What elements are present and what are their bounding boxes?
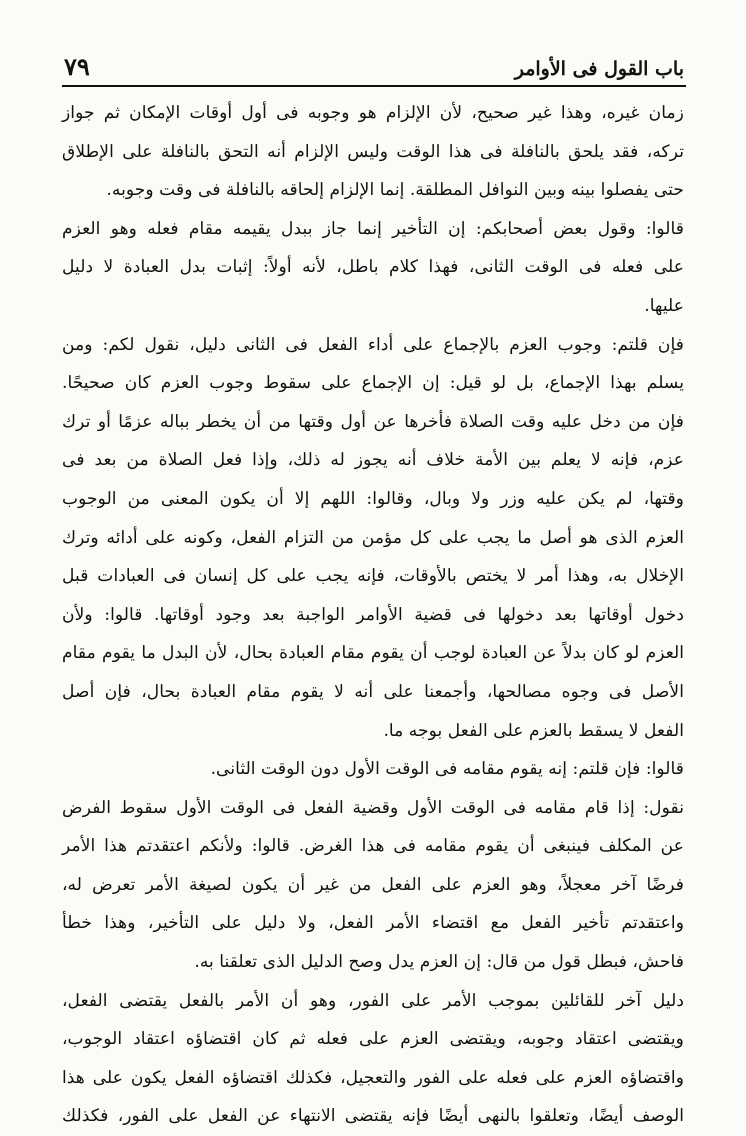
text-line: فرضًا آخر معجلاً، وهو العزم على الفعل من غير أن يكون لصيغة الأمر تعرض له،	[62, 874, 684, 895]
running-title: باب القول فى الأوامر	[514, 58, 684, 80]
text-line: يسلم بهذا الإجماع، بل لو قيل: إن الإجماع على سقوط وجوب العزم كان صحيحًا.	[62, 373, 684, 394]
text-line: دليل آخر للقائلين بموجب الأمر على الفور، وهو أن الأمر بالفعل يقتضى الفعل،	[62, 990, 684, 1011]
text-line: واقتضاؤه العزم على فعله على الفور والتعجيل، فكذلك اقتضاؤه الفعل يكون على هذا	[62, 1067, 684, 1088]
body-text	[62, 94, 684, 1127]
text-line: دخول أوقاتها بعد دخولها فى قضية الأوامر الواجبة بعد وجود أوقاتها. قالوا: ولأن	[62, 604, 684, 625]
text-line: الإخلال به، وهذا أمر لا يختص بالأوقات، فإنه يجب على كل إنسان فى العبادات قبل	[62, 566, 684, 587]
text-line: الوصف أيضًا، وتعلقوا بالنهى أيضًا فإنه يقتضى الانتهاء عن الفعل على الفور، فكذلك	[62, 1106, 684, 1127]
text-line: عن المكلف فينبغى أن يقوم مقامه فى هذا الغرض. قالوا: ولأنكم اعتقدتم هذا الأمر	[62, 836, 684, 857]
text-line: حتى يفصلوا بينه وبين النوافل المطلقة. إنما الإلزام إلحاقه بالنافلة فى وقت وجوبه.	[106, 180, 684, 201]
text-line: زمان غيره، وهذا غير صحيح، لأن الإلزام هو وجوبه فى أول أوقات الإمكان ثم جواز	[62, 103, 684, 123]
text-line: واعتقدتم تأخير الفعل مع اقتضاء الأمر الفعل، ولا دليل على التأخير، وهذا خطأ	[62, 913, 684, 934]
text-line: فإن قلتم: وجوب العزم بالإجماع على أداء الفعل فى الثانى دليل، نقول لكم: ومن	[62, 334, 684, 355]
page-number: ٧٩	[64, 52, 90, 81]
text-line: فاحش، فبطل قول من قال: إن العزم يدل وصح الدليل الذى تعلقنا به.	[194, 952, 684, 973]
page-header	[64, 52, 684, 84]
text-line: على فعله فى الوقت الثانى، فهذا كلام باطل، لأنه أولاً: إثبات بدل العبادة لا دليل	[62, 257, 684, 278]
text-line: الأصل فى وجوه مصالحها، وأجمعنا على أنه لا يقوم مقام العبادة بحال، فإن أصل	[62, 681, 684, 702]
header-rule	[62, 85, 686, 87]
text-line: قالوا: وقول بعض أصحابكم: إن التأخير إنما جاز ببدل يقيمه مقام فعله وهو العزم	[62, 218, 684, 239]
text-line: عزم، فإنه لا يعلم بين الأمة خلاف أنه يجوز له ذلك، وإذا فعل الصلاة من بعد فى	[62, 450, 684, 471]
text-line: الفعل لا يسقط بالعزم على الفعل بوجه ما.	[383, 720, 684, 741]
text-line: تركه، فقد يلحق بالنافلة فى هذا الوقت وليس الإلزام أنه التحق بالنافلة على الإطلاق	[62, 141, 684, 162]
text-line: العزم لو كان بدلاً عن العبادة لوجب أن يقوم مقام العبادة بحال، لأن البدل ما يقوم مقام	[62, 643, 684, 664]
text-line: قالوا: فإن قلتم: إنه يقوم مقامه فى الوقت الأول دون الوقت الثانى.	[210, 759, 684, 780]
text-line: ويقتضى اعتقاد وجوبه، ويقتضى العزم على فعله ثم كان اقتضاؤه اعتقاد الوجوب،	[62, 1029, 684, 1050]
text-line: فإن من دخل عليه وقت الصلاة فأخرها عن أول وقتها من أن يخطر بباله عزمًا أو ترك	[62, 411, 684, 432]
text-line: العزم الذى هو أصل ما يجب على كل مؤمن من التزام الفعل، وكونه على أدائه وترك	[62, 527, 684, 548]
text-line: عليها.	[644, 295, 684, 316]
text-line: وقتها، لم يكن عليه وزر ولا وبال، وقالوا: اللهم إلا أن يكون المعنى من الوجوب	[62, 488, 684, 509]
text-line: نقول: إذا قام مقامه فى الوقت الأول وقضية الفعل فى الوقت الأول سقوط الفرض	[62, 797, 684, 818]
